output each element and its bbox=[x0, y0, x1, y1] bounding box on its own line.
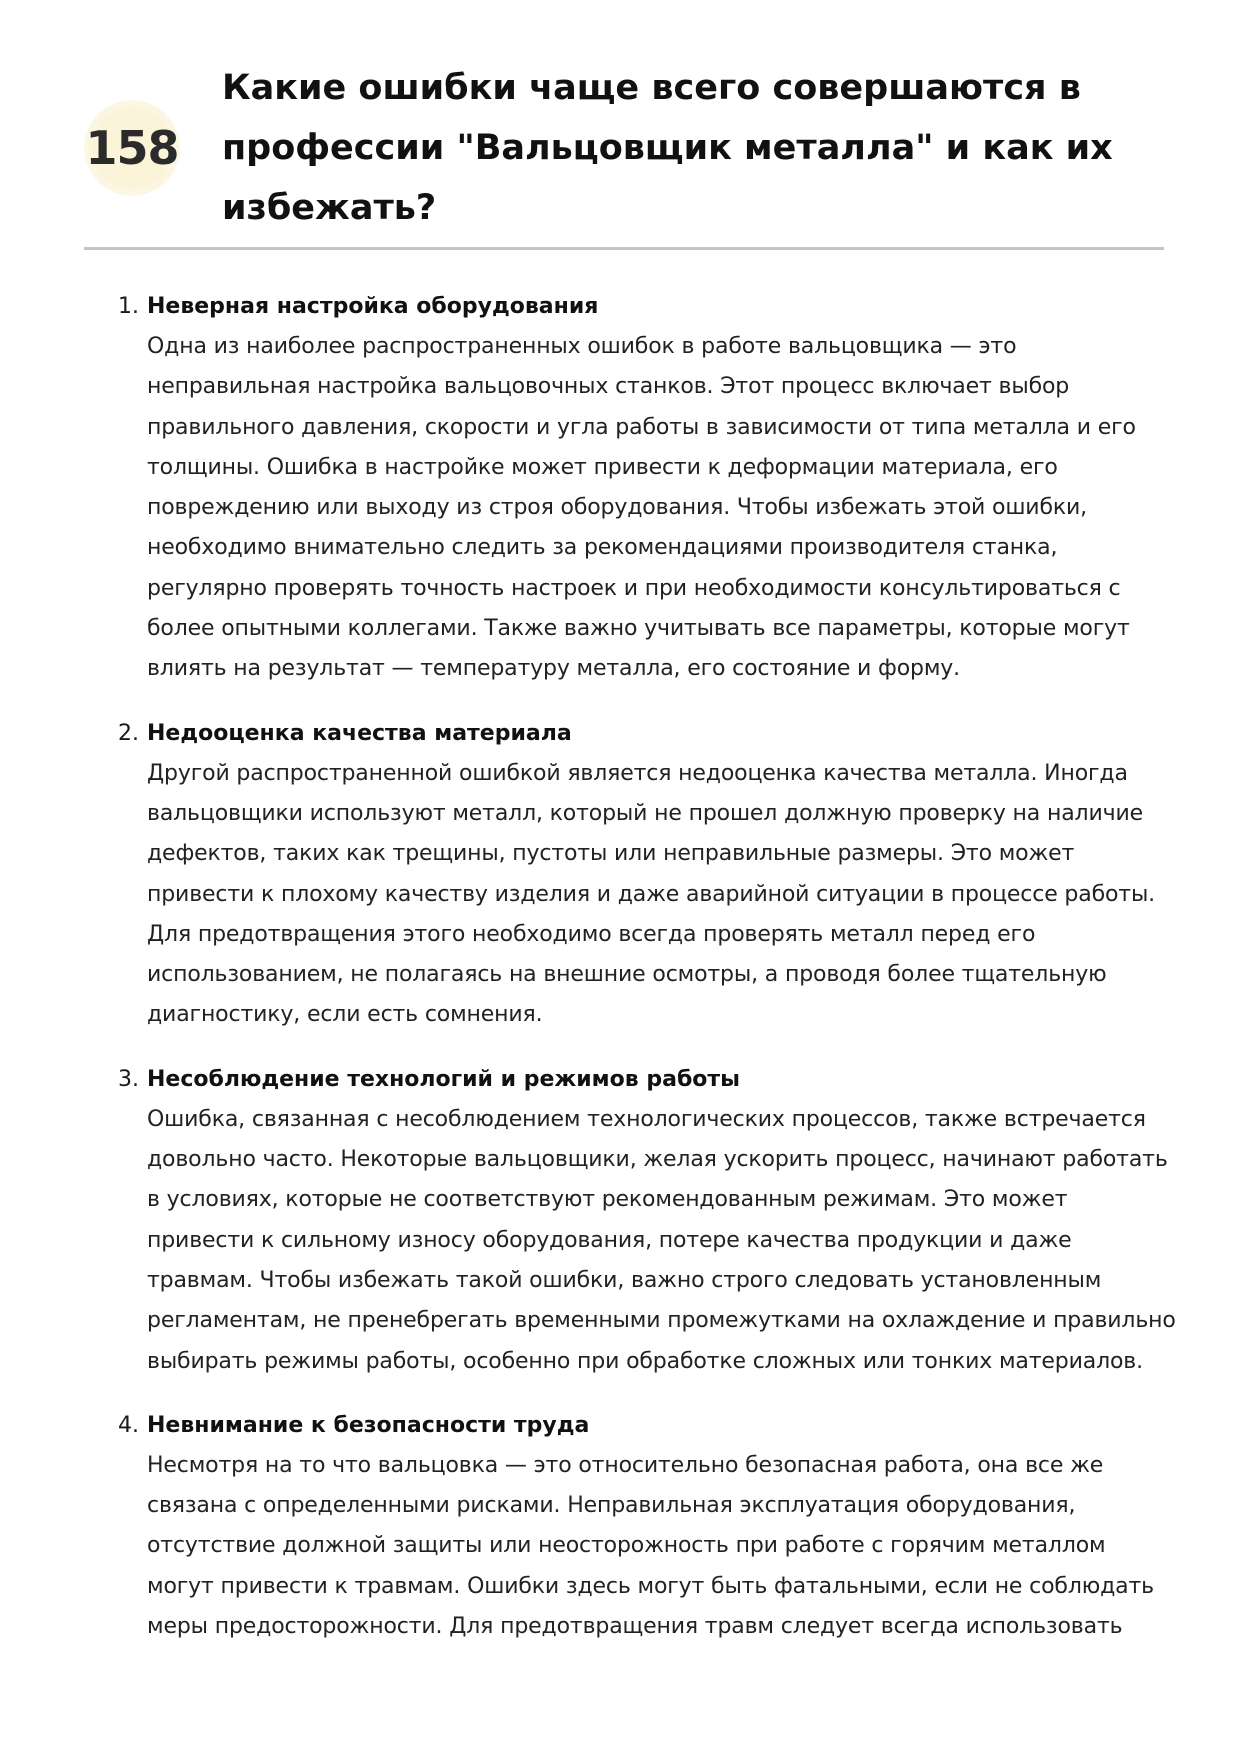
list-item bbox=[118, 1406, 1178, 1647]
list-item-title: Недооценка качества материала bbox=[147, 720, 572, 746]
list-item-number: 3. bbox=[118, 1066, 139, 1092]
list-item-number: 4. bbox=[118, 1412, 139, 1438]
question-number: 158 bbox=[85, 121, 179, 175]
list-item bbox=[118, 287, 1178, 690]
page-title: Какие ошибки чаще всего совершаются в профессии "Вальцовщик металла" и как их избежать? bbox=[222, 68, 1113, 228]
list-item-title: Невнимание к безопасности труда bbox=[147, 1412, 590, 1438]
question-number-badge bbox=[84, 100, 180, 196]
list-item-text: Ошибка, связанная с несоблюдением технологических процессов, также встречается довольно часто. Некоторые вальцовщики, желая ускорить процесс, начинают работать в условиях, которые не соответствуют рекомендованным режимам. Это может привести к сильному износу оборудования, потере качества продукции и даже травмам. Чтобы избежать такой ошибки, важно строго следовать установленным регламентам, не пренебрегать временными промежутками на охлаждение и правильно выбирать режимы работы, особенно при обработке сложных или тонких материалов. bbox=[147, 1106, 1176, 1374]
list-item-number: 2. bbox=[118, 720, 139, 746]
list-item bbox=[118, 714, 1178, 1036]
page-header bbox=[84, 58, 1164, 246]
list-item-text: Другой распространенной ошибкой является недооценка качества металла. Иногда вальцовщики используют металл, который не прошел должную проверку на наличие дефектов, таких как трещины, пустоты или неправильные размеры. Это может привести к плохому качеству изделия и даже аварийной ситуации в процессе работы. Для предотвращения этого необходимо всегда проверять металл перед его использованием, не полагаясь на внешние осмотры, а проводя более тщательную диагностику, если есть сомнения. bbox=[147, 760, 1156, 1028]
mistakes-list bbox=[118, 287, 1178, 1671]
header-divider bbox=[84, 247, 1164, 250]
list-item-text: Одна из наиболее распространенных ошибок в работе вальцовщика — это неправильная настройка вальцовочных станков. Этот процесс включает выбор правильного давления, скорости и угла работы в зависимости от типа металла и его толщины. Ошибка в настройке может привести к деформации материала, его повреждению или выходу из строя оборудования. Чтобы избежать этой ошибки, необходимо внимательно следить за рекомендациями производителя станка, регулярно проверять точность настроек и при необходимости консультироваться с более опытными коллегами. Также важно учитывать все параметры, которые могут влиять на результат — температуру металла, его состояние и форму. bbox=[147, 334, 1136, 682]
list-item-title: Неверная настройка оборудования bbox=[147, 294, 599, 319]
list-item-text: Несмотря на то что вальцовка — это относительно безопасная работа, она все же связана с определенными рисками. Неправильная эксплуатация оборудования, отсутствие должной защиты или неосторожность при работе с горячим металлом могут привести к травмам. Ошибки здесь могут быть фатальными, если не соблюдать меры предосторожности. Для предотвращения травм следует всегда использовать bbox=[147, 1452, 1154, 1640]
list-item bbox=[118, 1060, 1178, 1382]
list-item-title: Несоблюдение технологий и режимов работы bbox=[147, 1066, 741, 1092]
list-item-number: 1. bbox=[118, 294, 139, 319]
